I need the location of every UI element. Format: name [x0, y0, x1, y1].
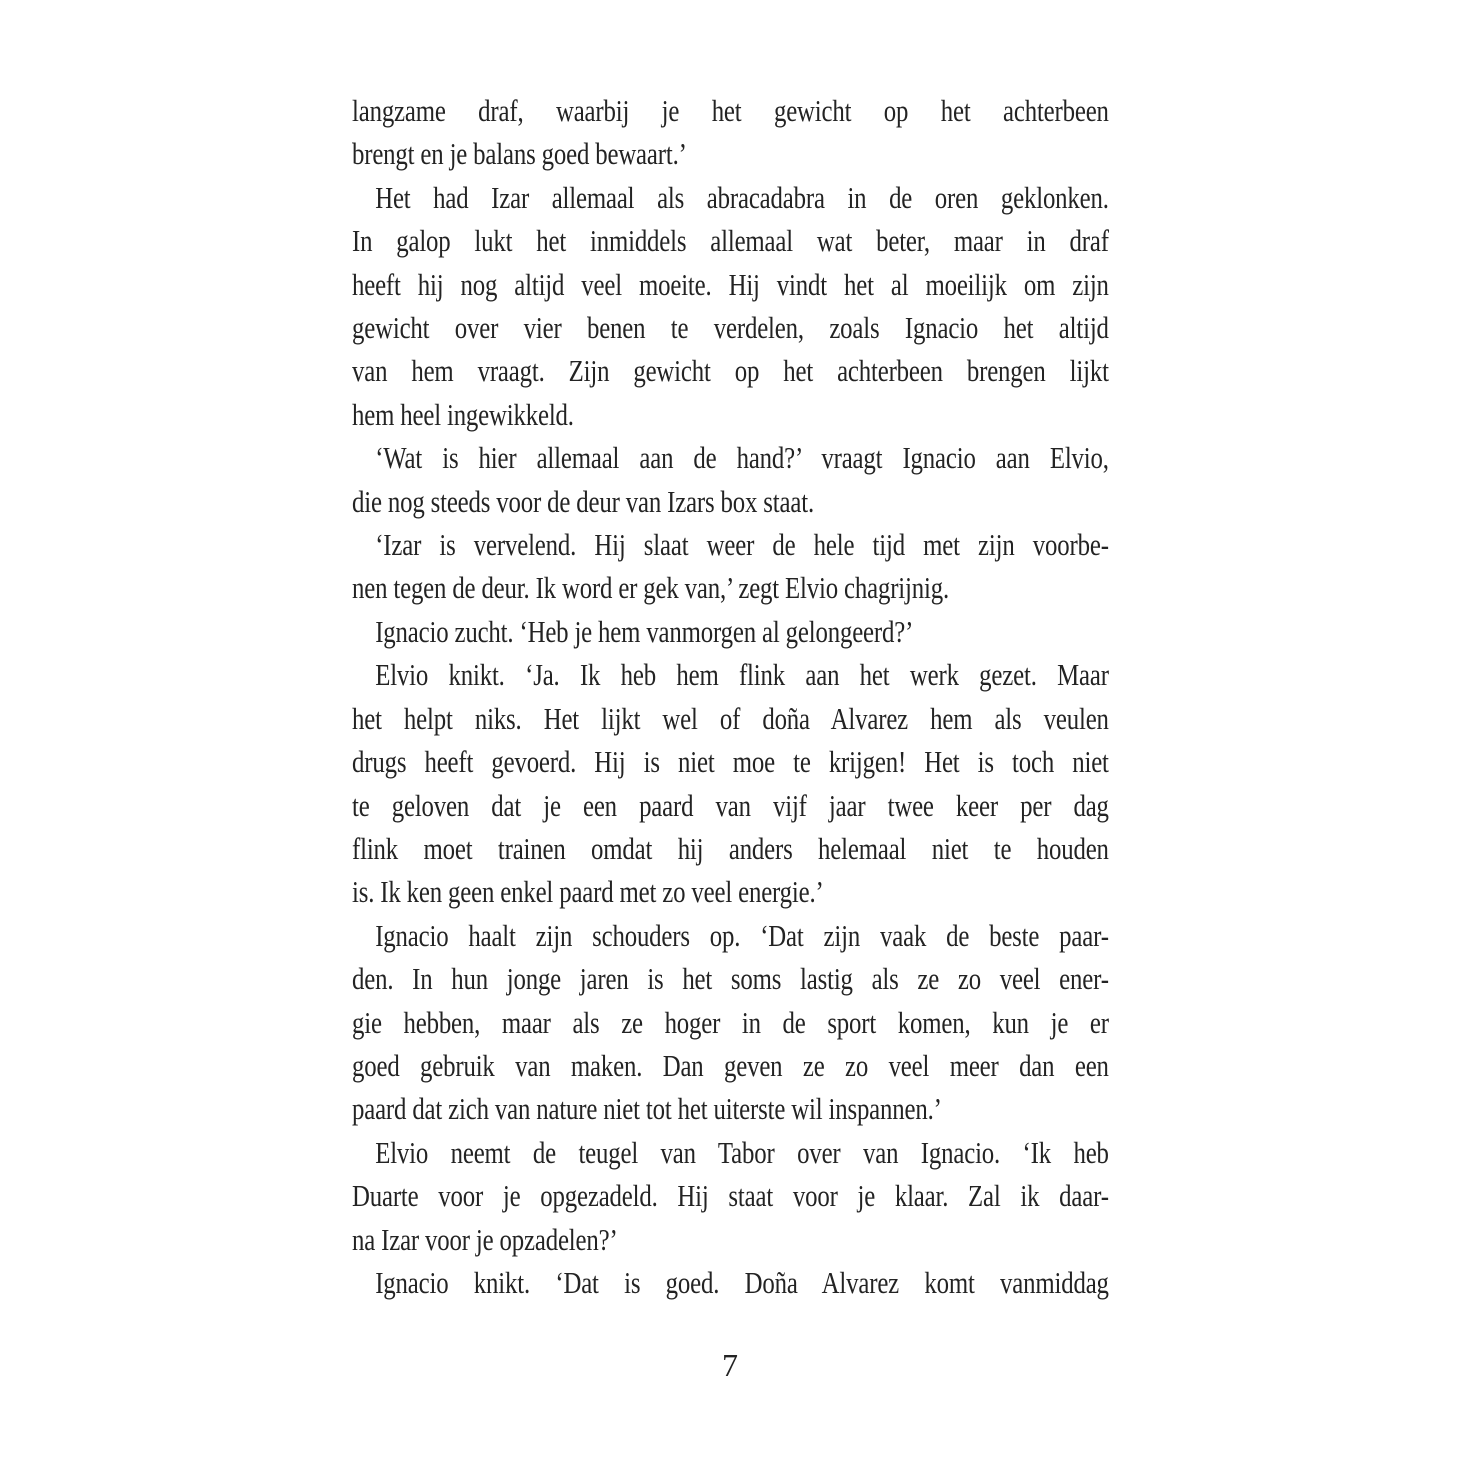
- text-line: langzame draf, waarbij je het gewicht op het achterbeen: [352, 93, 1109, 128]
- text-line: hem heel ingewikkeld.: [352, 396, 574, 432]
- text-line: Ignacio zucht. ‘Heb je hem vanmorgen al gelongeerd?’: [375, 613, 914, 649]
- text-line: is. Ik ken geen enkel paard met zo veel energie.’: [352, 874, 824, 910]
- text-line: ‘Izar is vervelend. Hij slaat weer de hele tijd met zijn voorbe-: [375, 527, 1109, 563]
- text-line: drugs heeft gevoerd. Hij is niet moe te krijgen! Het is toch niet: [352, 744, 1109, 780]
- text-line: na Izar voor je opzadelen?’: [352, 1221, 618, 1257]
- text-line: van hem vraagt. Zijn gewicht op het achterbeen brengen lijkt: [352, 353, 1109, 389]
- text-line: Het had Izar allemaal als abracadabra in de oren geklonken.: [375, 179, 1109, 215]
- page-number: 7: [722, 1347, 738, 1383]
- text-line: In galop lukt het inmiddels allemaal wat beter, maar in draf: [352, 223, 1109, 259]
- text-line: paard dat zich van nature niet tot het uiterste wil inspannen.’: [352, 1091, 942, 1127]
- text-line: heeft hij nog altijd veel moeite. Hij vindt het al moeilijk om zijn: [352, 266, 1109, 302]
- text-line: Duarte voor je opgezadeld. Hij staat voor je klaar. Zal ik daar-: [352, 1178, 1109, 1214]
- text-line: den. In hun jonge jaren is het soms lastig als ze zo veel ener-: [352, 961, 1109, 997]
- text-line: brengt en je balans goed bewaart.’: [352, 136, 687, 172]
- text-line: Ignacio knikt. ‘Dat is goed. Doña Alvarez komt vanmiddag: [375, 1264, 1109, 1300]
- text-line: Elvio knikt. ‘Ja. Ik heb hem flink aan het werk gezet. Maar: [375, 657, 1109, 693]
- text-line: die nog steeds voor de deur van Izars box staat.: [352, 483, 814, 519]
- text-line: het helpt niks. Het lijkt wel of doña Alvarez hem als veulen: [352, 700, 1109, 736]
- text-line: ‘Wat is hier allemaal aan de hand?’ vraagt Ignacio aan Elvio,: [375, 440, 1109, 476]
- text-line: gewicht over vier benen te verdelen, zoals Ignacio het altijd: [352, 310, 1109, 346]
- text-line: Ignacio haalt zijn schouders op. ‘Dat zijn vaak de beste paar-: [375, 917, 1109, 953]
- text-line: flink moet trainen omdat hij anders helemaal niet te houden: [352, 830, 1109, 866]
- text-line: nen tegen de deur. Ik word er gek van,’ zegt Elvio chagrijnig.: [352, 570, 950, 606]
- text-line: Elvio neemt de teugel van Tabor over van Ignacio. ‘Ik heb: [375, 1134, 1109, 1170]
- text-line: goed gebruik van maken. Dan geven ze zo veel meer dan een: [352, 1047, 1109, 1083]
- text-line: te geloven dat je een paard van vijf jaar twee keer per dag: [352, 787, 1109, 823]
- text-column: [352, 89, 1109, 1304]
- text-line: gie hebben, maar als ze hoger in de sport komen, kun je er: [352, 1004, 1109, 1040]
